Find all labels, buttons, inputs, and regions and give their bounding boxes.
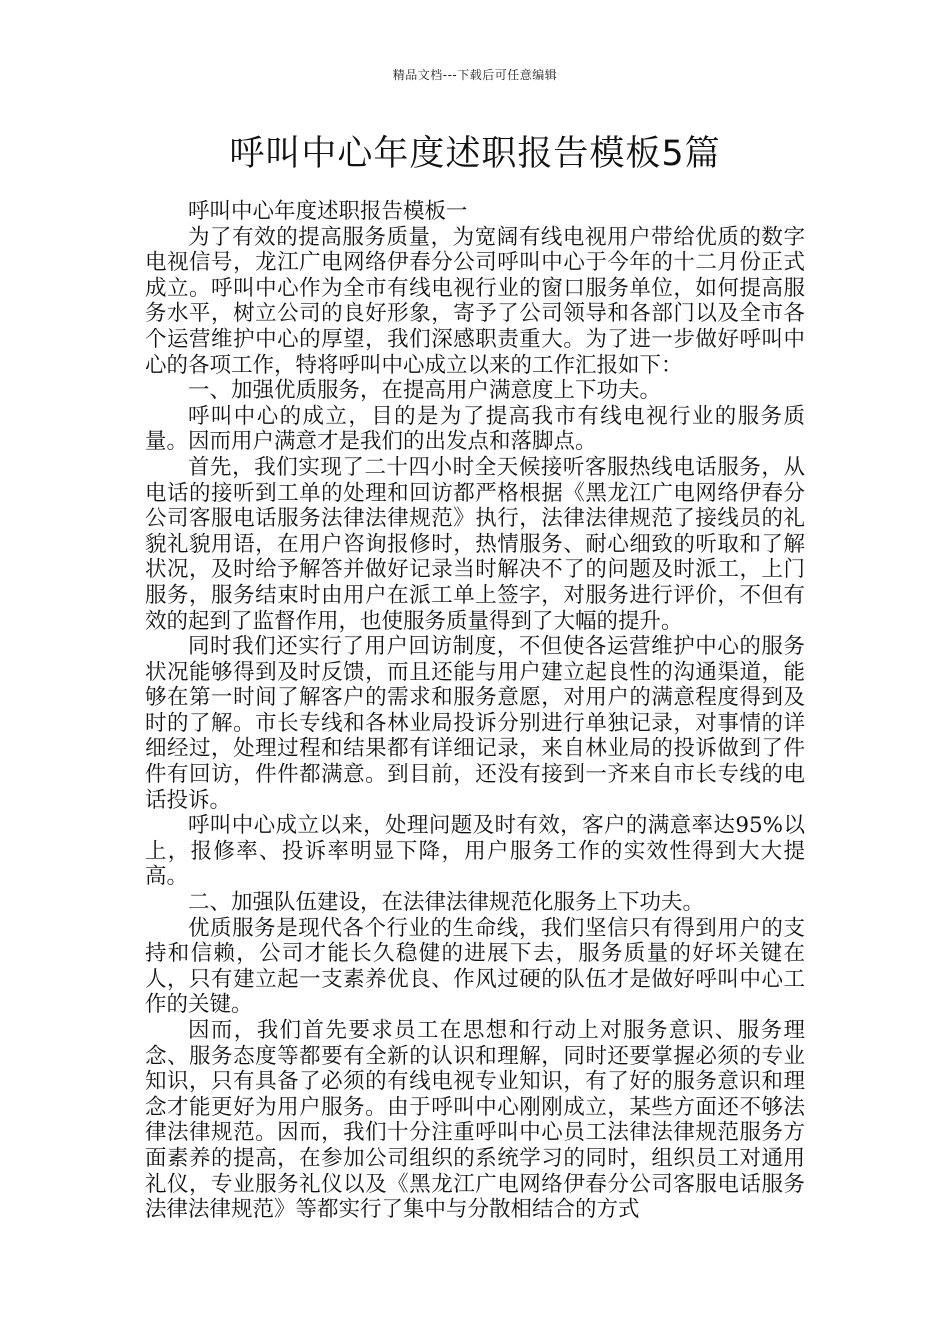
paragraph: 首先，我们实现了二十四小时全天候接听客服热线电话服务，从电话的接听到工单的处理和回访都严格根据《黑龙江广电网络伊春分公司客服电话服务法律法律规范》执行，法律法律规范了接线员的礼貌礼貌用语，在用户咨询报修时，热情服务、耐心细致的听取和了解状况，及时给予解答并做好记录当时解决不了的问题及时派工，上门服务，服务结束时由用户在派工单上签字，对服务进行评价，不但有效的起到了监督作用，也使服务质量得到了大幅的提升。 (145, 454, 805, 634)
paragraph: 呼叫中心成立以来，处理问题及时有效，客户的满意率达95%以上，报修率、投诉率明显下降，用户服务工作的实效性得到大大提高。 (145, 813, 805, 890)
paragraph: 优质服务是现代各个行业的生命线，我们坚信只有得到用户的支持和信赖，公司才能长久稳健的进展下去，服务质量的好坏关键在人，只有建立起一支素养优良、作风过硬的队伍才是做好呼叫中心工作的关键。 (145, 915, 805, 1018)
section-heading: 二、加强队伍建设，在法律法律规范化服务上下功夫。 (188, 890, 705, 916)
section-heading: 一、加强优质服务，在提高用户满意度上下功夫。 (188, 378, 662, 404)
document-title: 呼叫中心年度述职报告模板5篇 (229, 134, 721, 174)
paragraph: 为了有效的提高服务质量，为宽阔有线电视用户带给优质的数字电视信号，龙江广电网络伊春分公司呼叫中心于今年的十二月份正式成立。呼叫中心作为全市有线电视行业的窗口服务单位，如何提高服务水平，树立公司的良好形象，寄予了公司领导和各部门以及全市各个运营维护中心的厚望，我们深感职责重大。为了进一步做好呼叫中心的各项工作，特将呼叫中心成立以来的工作汇报如下： (145, 224, 805, 378)
paragraph: 因而，我们首先要求员工在思想和行动上对服务意识、服务理念、服务态度等都要有全新的认识和理解，同时还要掌握必须的专业知识，只有具备了必须的有线电视专业知识，有了好的服务意识和理念才能更好为用户服务。由于呼叫中心刚刚成立，某些方面还不够法律法律规范。因而，我们十分注重呼叫中心员工法律法律规范服务方面素养的提高，在参加公司组织的系统学习的同时，组织员工对通用礼仪，专业服务礼仪以及《黑龙江广电网络伊春分公司客服电话服务法律法律规范》等都实行了集中与分散相结合的方式 (145, 1018, 805, 1223)
document-body (145, 199, 805, 1223)
paragraph: 呼叫中心的成立，目的是为了提高我市有线电视行业的服务质量。因而用户满意才是我们的出发点和落脚点。 (145, 403, 805, 455)
paragraph: 同时我们还实行了用户回访制度，不但使各运营维护中心的服务状况能够得到及时反馈，而且还能与用户建立起良性的沟通渠道，能够在第一时间了解客户的需求和服务意愿，对用户的满意程度得到及时的了解。市长专线和各林业局投诉分别进行单独记录，对事情的详细经过，处理过程和结果都有详细记录，来自林业局的投诉做到了件件有回访，件件都满意。到目前，还没有接到一齐来自市长专线的电话投诉。 (145, 634, 805, 813)
paragraph: 呼叫中心年度述职报告模板一 (188, 199, 468, 224)
header-note: 精品文档---下载后可任意编辑 (392, 68, 558, 82)
